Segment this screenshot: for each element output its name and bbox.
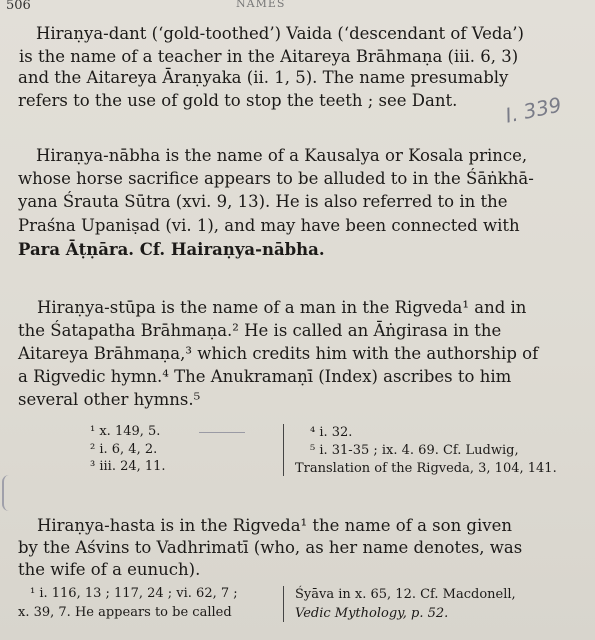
pencil-mark xyxy=(2,475,16,511)
footnote: Śyāva in x. 65, 12. Cf. Macdonell, xyxy=(295,587,516,602)
footnote-divider xyxy=(283,586,284,622)
entry-line: a Rigvedic hymn.⁴ The Anukramaṇī (Index) ascribes to him xyxy=(18,367,512,386)
footnote: Vedic Mythology, p. 52. xyxy=(295,606,449,621)
entry-line: whose horse sacrifice appears to be alluded to in the Śāṅkhā- xyxy=(18,169,534,188)
pencil-mark xyxy=(199,432,245,433)
running-head: NAMES xyxy=(236,0,286,10)
footnote-divider xyxy=(283,424,284,476)
footnote: Translation of the Rigveda, 3, 104, 141. xyxy=(295,461,557,476)
handwritten-margin-note: I. 339 xyxy=(503,92,564,128)
entry-line: yana Śrauta Sūtra (xvi. 9, 13). He is also referred to in the xyxy=(18,192,508,211)
footnote: ¹ x. 149, 5. xyxy=(90,424,161,439)
entry-line: Aitareya Brāhmaṇa,³ which credits him with the authorship of xyxy=(18,344,539,363)
footnote: ¹ i. 116, 13 ; 117, 24 ; vi. 62, 7 ; xyxy=(30,586,238,601)
entry-line: the wife of a eunuch). xyxy=(18,560,201,579)
entry-line: Hiraṇya-dant (‘gold-toothed’) Vaida (‘descendant of Veda’) xyxy=(36,24,524,43)
entry-line: and the Aitareya Āraṇyaka (ii. 1, 5). The name presumably xyxy=(18,68,509,87)
entry-line: Praśna Upaniṣad (vi. 1), and may have been connected with xyxy=(18,216,520,235)
page-number: 506 xyxy=(6,0,31,13)
entry-line: refers to the use of gold to stop the teeth ; see Dant. xyxy=(18,91,458,110)
entry-line: Hiraṇya-stūpa is the name of a man in the Rigveda¹ and in xyxy=(37,298,527,317)
entry-line: Para Āṭṇāra. Cf. Hairaṇya-nābha. xyxy=(18,240,325,259)
entry-line: by the Aśvins to Vadhrimatī (who, as her name denotes, was xyxy=(18,538,523,557)
entry-line: Hiraṇya-hasta is in the Rigveda¹ the name of a son given xyxy=(37,516,512,535)
footnote: x. 39, 7. He appears to be called xyxy=(18,605,232,620)
entry-line: Hiraṇya-nābha is the name of a Kausalya or Kosala prince, xyxy=(36,146,528,165)
footnote: ⁵ i. 31-35 ; ix. 4. 69. Cf. Ludwig, xyxy=(310,443,519,458)
entry-line: several other hymns.⁵ xyxy=(18,390,201,409)
footnote: ³ iii. 24, 11. xyxy=(90,459,166,474)
entry-line: is the name of a teacher in the Aitareya Brāhmaṇa (iii. 6, 3) xyxy=(19,47,519,66)
entry-line: the Śatapatha Brāhmaṇa.² He is called an Āṅgirasa in the xyxy=(18,321,502,340)
footnote: ⁴ i. 32. xyxy=(310,425,353,440)
footnote: ² i. 6, 4, 2. xyxy=(90,442,158,457)
